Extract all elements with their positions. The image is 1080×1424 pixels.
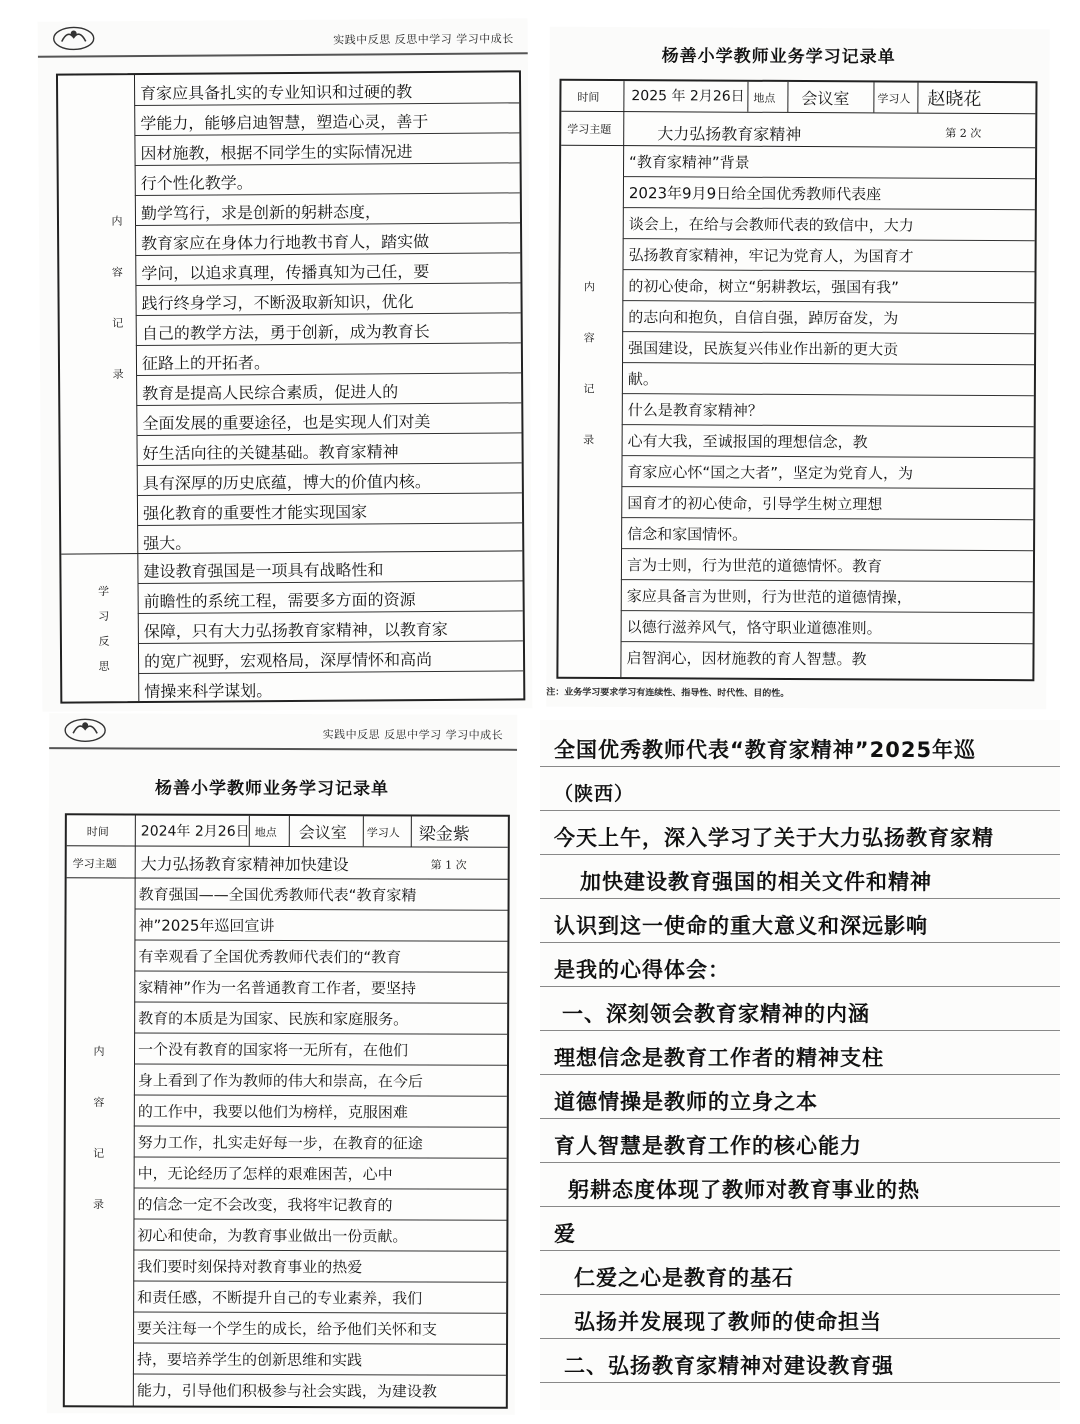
content-line: 努力工作，扎实走好每一步，在教育的征途 (137, 1133, 423, 1153)
content-line: 弘扬教育家精神，牢记为党育人，为国育才 (628, 246, 914, 266)
notebook-line: 二、弘扬教育家精神对建设教育强 (564, 1354, 894, 1378)
notebook-text (554, 728, 1056, 1388)
content-line: 以德行滋养风气，恪守职业道德准则。 (626, 618, 882, 638)
record-page-bottom-left (47, 713, 517, 1415)
content-line: 强国建设，民族复兴伟业作出新的更大贡 (628, 339, 899, 359)
form-title: 杨善小学教师业务学习记录单 (661, 46, 896, 68)
content-line: 言为士则，行为世范的道德情怀。教育 (626, 556, 883, 576)
notebook-line: 育人智慧是教育工作的核心能力 (554, 1134, 862, 1158)
reflection-line: 建设教育强国是一项具有战略性和 (143, 560, 384, 581)
notebook-line: （陕西） (554, 783, 635, 805)
content-line: 学问，以追求真理，传播真知为己任，要 (141, 261, 430, 284)
topic-label: 学习主题 (567, 122, 612, 137)
reflection-text (143, 554, 519, 707)
reflection-line: 保障，只有大力弘扬教育家精神，以教育家 (143, 619, 448, 641)
school-logo-icon (52, 23, 96, 51)
content-line: 持，要培养学生的创新思维和实践 (136, 1350, 363, 1370)
footnote: 注：业务学习要求学习有连续性、指导性、时代性、目的性。 (546, 687, 790, 699)
content-line: 教育的本质是为国家、民族和家庭服务。 (138, 1009, 409, 1029)
session-value: 第 2 次 (945, 126, 982, 140)
place-value: 会议室 (298, 823, 347, 843)
content-line: 行个性化教学。 (140, 173, 253, 194)
content-line: 身上看到了作为教师的伟大和崇高，在今后 (137, 1071, 423, 1091)
content-record-label: 内容记录 (109, 215, 125, 420)
content-line: 教育家应在身体力行地教书育人，踏实做 (141, 231, 430, 254)
learner-label: 学习人 (366, 826, 400, 840)
session-value: 第 1 次 (430, 858, 467, 872)
content-line: 中，无论经历了怎样的艰难困苦，心中 (137, 1164, 393, 1184)
learner-value: 赵晓花 (927, 88, 982, 110)
notebook-line: 弘扬并发展现了教师的使命担当 (574, 1310, 882, 1334)
content-line: 育家应具备扎实的专业知识和过硬的教 (140, 82, 413, 104)
time-value: 2025 年 2月26日 (631, 88, 745, 105)
learner-value: 梁金紫 (418, 824, 470, 845)
reflection-line: 前瞻性的系统工程，需要多方面的资源 (143, 590, 416, 611)
record-form (56, 70, 525, 703)
reflection-line: 情操来科学谋划。 (144, 681, 273, 701)
content-line: 我们要时刻保持对教育事业的热爱 (137, 1257, 363, 1277)
content-line: 学能力，能够启迪智慧，塑造心灵，善于 (140, 111, 429, 134)
content-line: “教育家精神”背景 (629, 153, 750, 172)
content-line: 教育强国——全国优秀教师代表“教育家精 (138, 885, 417, 905)
slogan-text: 实践中反思 反思中学习 学习中成长 (322, 728, 504, 742)
content-line: 2023年9月9日给全国优秀教师代表座 (628, 184, 882, 204)
content-record-text (140, 76, 518, 559)
content-line: 具有深厚的历史底蕴，博大的价值内核。 (142, 471, 431, 493)
topic-label: 学习主题 (72, 857, 117, 871)
content-line: 信念和家国情怀。 (627, 525, 748, 544)
notebook-line: 加快建设教育强国的相关文件和精神 (580, 870, 932, 894)
notebook-line: 认识到这一使命的重大意义和深远影响 (554, 914, 928, 938)
record-form (63, 813, 510, 1409)
learner-label: 学习人 (877, 92, 911, 106)
notebook-line: 爱 (554, 1222, 576, 1246)
reflection-line: 的宽广视野，宏观格局，深厚情怀和高尚 (144, 649, 433, 671)
content-line: 家应具备言为世则，行为世范的道德情操， (626, 587, 912, 607)
content-line: 神”2025年巡回宣讲 (138, 916, 275, 935)
place-label: 地点 (753, 91, 776, 105)
place-value: 会议室 (801, 89, 850, 109)
content-line: 践行终身学习，不断汲取新知识，优化 (141, 292, 414, 313)
content-record-text (137, 879, 504, 1407)
content-line: 好生活向往的关键基础。教育家精神 (142, 442, 399, 463)
time-label: 时间 (86, 825, 109, 839)
content-line: 的初心使命，树立“躬耕教坛，强国有我” (628, 277, 900, 297)
time-label: 时间 (577, 90, 600, 104)
content-line: 的信念一定不会改变，我将牢记教育的 (137, 1195, 393, 1215)
form-title: 杨善小学教师业务学习记录单 (154, 778, 389, 800)
content-line: 强化教育的重要性才能实现国家 (142, 502, 368, 523)
place-label: 地点 (254, 825, 277, 839)
content-line: 征路上的开拓者。 (141, 353, 271, 373)
content-record-label: 内容记录 (581, 280, 596, 485)
content-line: 自己的教学方法，勇于创新，成为教育长 (141, 321, 430, 343)
content-line: 初心和使命，为教育事业做出一份贡献。 (137, 1226, 408, 1246)
notebook-line: 是我的心得体会： (554, 958, 730, 982)
notebook-page-top-left (38, 18, 533, 711)
content-record-label: 内容记录 (91, 1045, 106, 1250)
content-line: 要关注每一个学生的成长，给予他们关怀和支 (137, 1319, 438, 1339)
content-line: 和责任感，不断提升自己的专业素养，我们 (137, 1288, 423, 1308)
page-header-strip (38, 18, 528, 57)
topic-value: 大力弘扬教育家精神加快建设 (140, 854, 349, 875)
school-logo-icon (63, 715, 107, 743)
content-line: 教育是提高人民综合素质，促进人的 (142, 382, 399, 403)
content-line: 强大。 (143, 533, 192, 553)
content-line: 有幸观看了全国优秀教师代表们的“教育 (138, 947, 402, 967)
notebook-line: 道德情操是教师的立身之本 (554, 1090, 818, 1114)
notebook-line: 躬耕态度体现了教师对教育事业的热 (568, 1178, 920, 1202)
notebook-line: 一、深刻领会教育家精神的内涵 (562, 1002, 870, 1026)
content-record-text (626, 147, 1031, 676)
content-line: 家精神”作为一名普通教育工作者，要坚持 (138, 978, 417, 998)
notebook-page-bottom-right (540, 720, 1060, 1410)
reflection-label: 学习反思 (96, 585, 111, 686)
notebook-line: 理想信念是教育工作者的精神支柱 (554, 1046, 884, 1070)
content-line: 能力，引导他们积极参与社会实践，为建设教 (136, 1381, 437, 1401)
topic-value: 大力弘扬教育家精神 (657, 124, 802, 145)
content-line: 全面发展的重要途径，也是实现人们对美 (142, 411, 431, 433)
time-value: 2024年 2月26日 (140, 823, 250, 840)
notebook-line: 全国优秀教师代表“教育家精神”2025年巡 (554, 738, 977, 762)
content-line: 一个没有教育的国家将一无所有，在他们 (138, 1040, 409, 1060)
content-line: 献。 (627, 370, 659, 389)
page-header-strip (49, 713, 517, 751)
content-line: 谈会上，在给与会教师代表的致信中，大力 (628, 215, 914, 235)
content-line: 的工作中，我要以他们为榜样，克服困难 (137, 1102, 408, 1122)
content-line: 心有大我，至诚报国的理想信念，教 (627, 432, 868, 452)
content-line: 因材施教，根据不同学生的实际情况进 (140, 142, 413, 164)
content-line: 育家应心怀“国之大者”，坚定为党育人，为 (627, 463, 914, 483)
record-page-top-right (546, 27, 1050, 710)
record-form (556, 79, 1037, 681)
content-line: 国育才的初心使命，引导学生树立理想 (627, 494, 883, 514)
content-line: 的志向和抱负，自信自强，踔厉奋发，为 (628, 308, 899, 328)
content-line: 启智润心，因材施教的育人智慧。教 (626, 649, 867, 669)
notebook-line: 今天上午，深入学习了关于大力弘扬教育家精 (554, 826, 994, 850)
notebook-line: 仁爱之心是教育的基石 (574, 1266, 794, 1290)
content-line: 什么是教育家精神？ (627, 401, 763, 420)
content-line: 勤学笃行，求是创新的躬耕态度， (140, 202, 382, 224)
slogan-text: 实践中反思 反思中学习 学习中成长 (333, 32, 514, 47)
